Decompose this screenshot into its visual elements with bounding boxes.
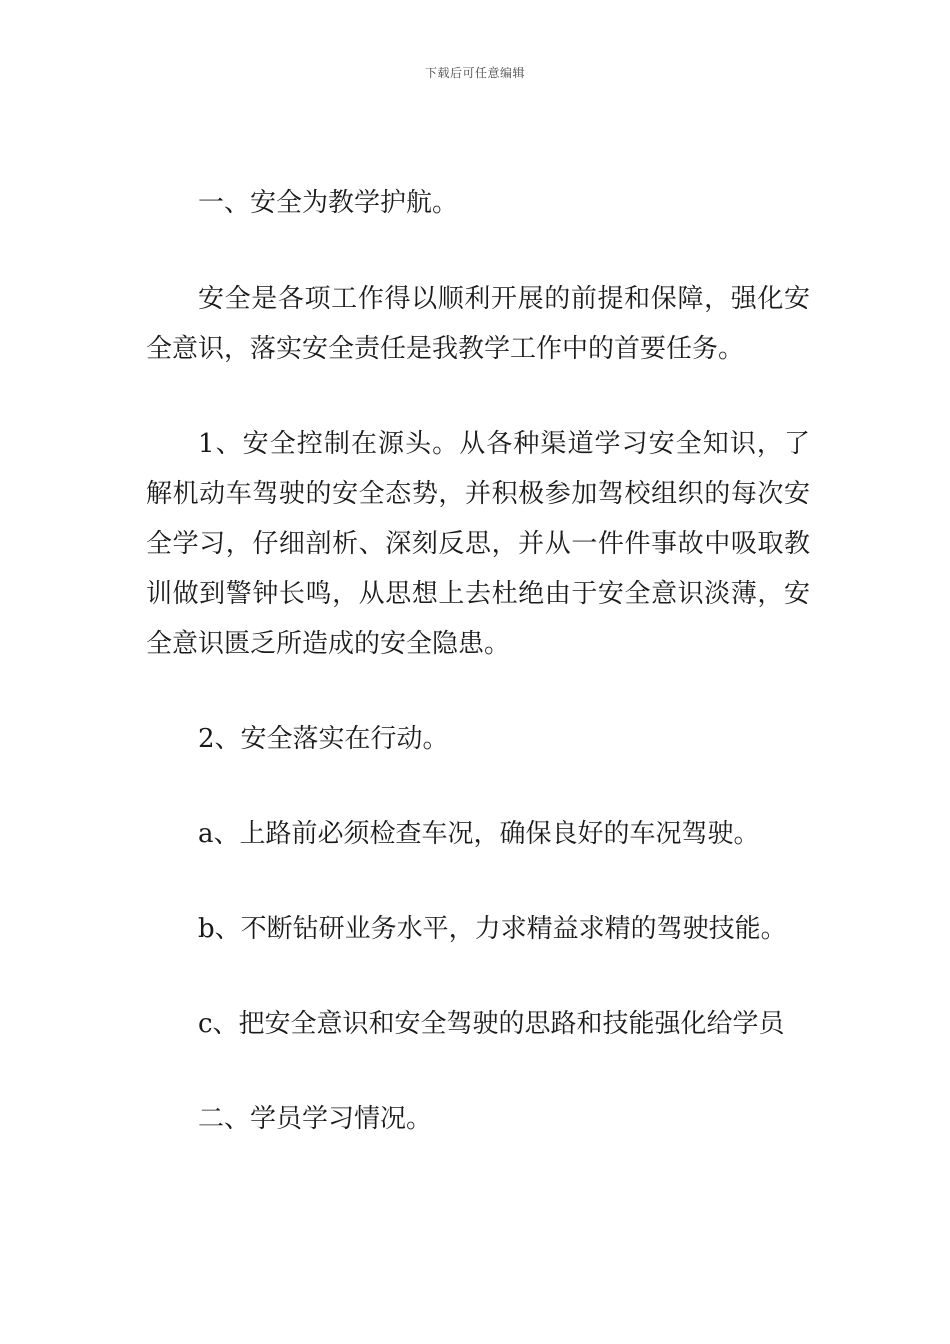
list-item-c: c、把安全意识和安全驾驶的思路和技能强化给学员 bbox=[198, 1009, 785, 1039]
list-item-b: b、不断钻研业务水平，力求精益求精的驾驶技能。 bbox=[198, 914, 787, 944]
section-heading-students: 二、学员学习情况。 bbox=[198, 1104, 433, 1134]
document-body bbox=[146, 178, 810, 1190]
paragraph-safety-source: 1、安全控制在源头。从各种渠道学习安全知识，了解机动车驾驶的安全态势，并积极参加驾校组织的每次安全学习，仔细剖析、深刻反思，并从一件件事故中吸取教训做到警钟长鸣，从思想上去杜绝由于安全意识淡薄，安全意识匮乏所造成的安全隐患。 bbox=[146, 429, 810, 659]
page-header-note: 下载后可任意编辑 bbox=[424, 66, 525, 80]
paragraph-safety-action: 2、安全落实在行动。 bbox=[198, 724, 449, 754]
paragraph-safety-intro: 安全是各项工作得以顺利开展的前提和保障，强化安全意识，落实安全责任是我教学工作中的首要任务。 bbox=[146, 284, 810, 364]
list-item-a: a、上路前必须检查车况，确保良好的车况驾驶。 bbox=[198, 819, 760, 849]
section-heading-safety: 一、安全为教学护航。 bbox=[198, 188, 459, 218]
